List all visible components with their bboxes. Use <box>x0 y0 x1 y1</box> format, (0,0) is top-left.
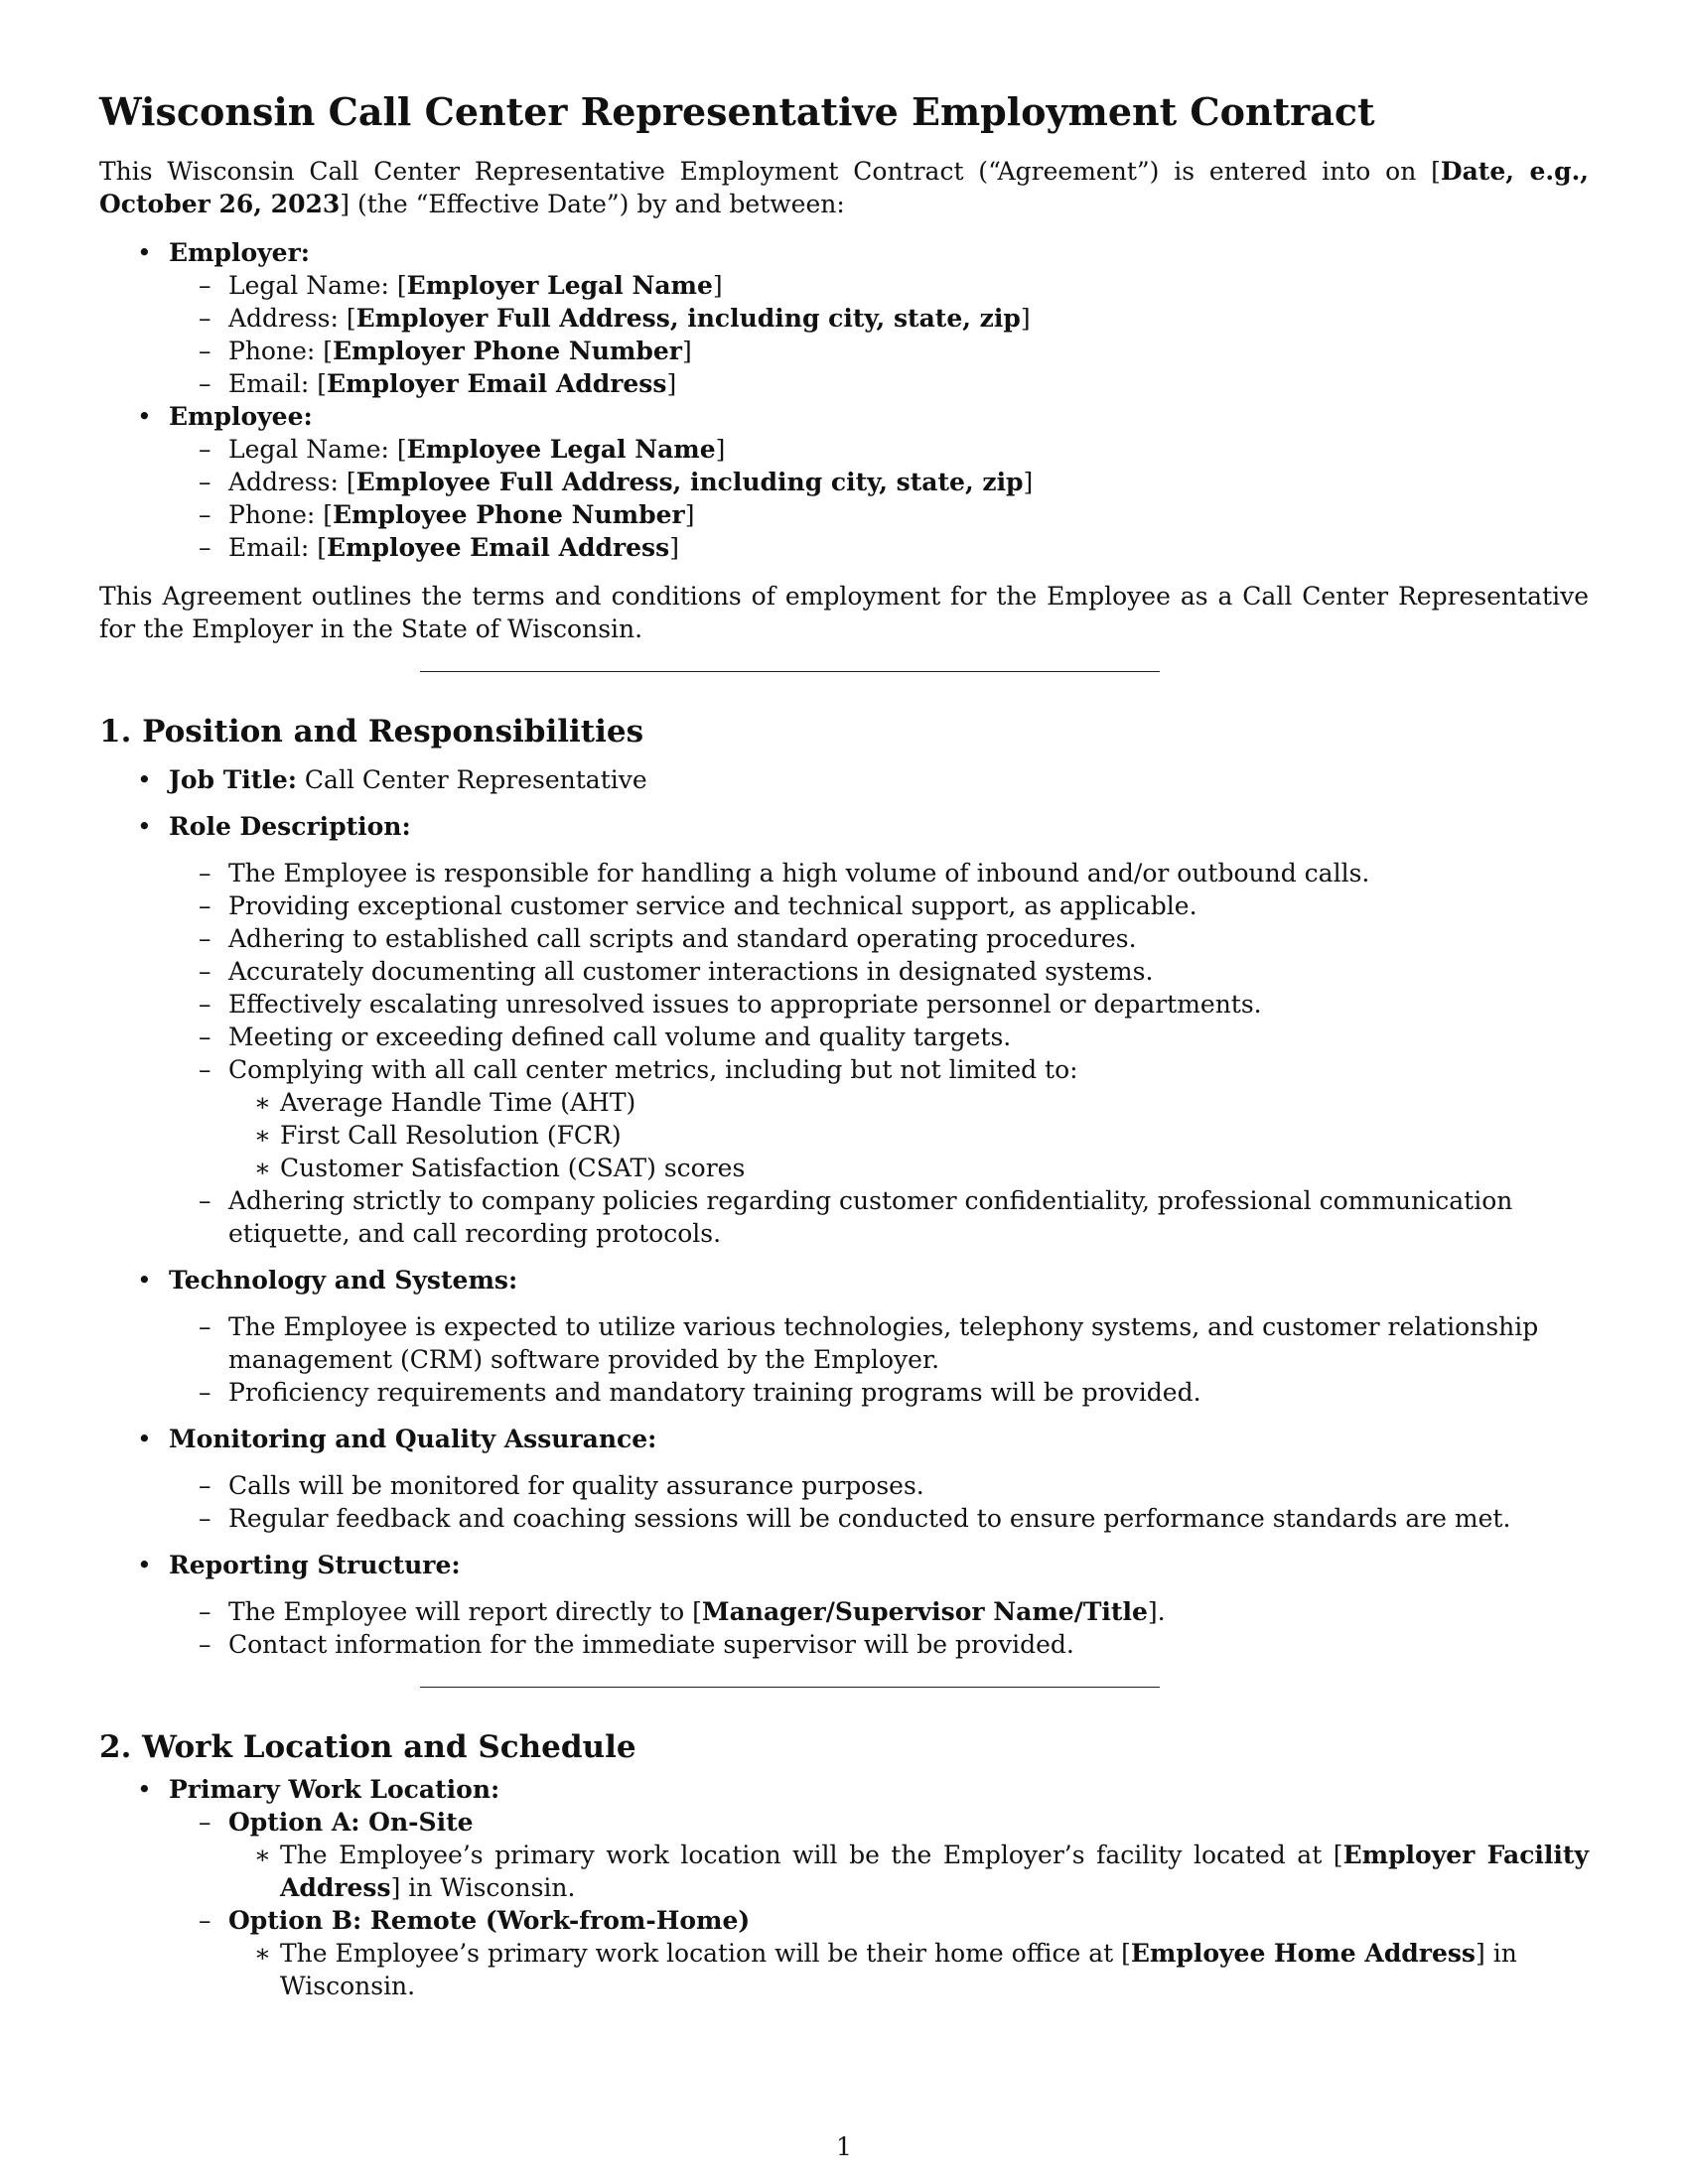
reporting-items <box>169 1595 1589 1661</box>
field-placeholder: Employee Legal Name <box>406 435 716 464</box>
party-label: Employee: <box>169 402 313 431</box>
party-field <box>169 302 1589 335</box>
party-field <box>169 433 1589 466</box>
party-label: Employer: <box>169 238 310 267</box>
field-placeholder: Employee Full Address, including city, state, zip <box>355 468 1024 496</box>
field-label: Phone: [ <box>228 500 333 529</box>
field-label: Email: [ <box>228 369 327 398</box>
reporting-detail <box>169 1595 1589 1628</box>
option-b-detail <box>228 1937 1589 2002</box>
technology-detail: – The Employee is expected to utilize various technologies, telephony systems, and customer relationship management (CRM) software provided by the Employer. <box>169 1310 1589 1376</box>
technology-items <box>169 1310 1589 1409</box>
monitoring-items <box>169 1469 1589 1535</box>
metrics-list <box>228 1086 1589 1184</box>
role-item: – Effectively escalating unresolved issues to appropriate personnel or departments. <box>169 988 1589 1021</box>
page-number: 1 <box>836 2132 852 2161</box>
field-placeholder: Employer Phone Number <box>333 337 682 365</box>
option-a-details <box>228 1839 1589 1904</box>
reporting-label: Reporting Structure: <box>169 1551 461 1579</box>
field-label: Address: [ <box>228 468 356 496</box>
party-fields <box>169 269 1589 400</box>
effective-date-placeholder: Date, e.g., October 26, 2023 <box>99 157 1589 218</box>
option-a-detail <box>228 1839 1589 1904</box>
document-page <box>99 87 1589 2002</box>
role-item: – Accurately documenting all customer interactions in designated systems. <box>169 955 1589 988</box>
party-field <box>169 531 1589 564</box>
party-fields <box>169 433 1589 564</box>
monitoring-detail: – Regular feedback and coaching sessions will be conducted to ensure performance standards are met. <box>169 1502 1589 1535</box>
role-description-item <box>99 810 1589 1250</box>
work-location-item <box>99 1773 1589 2002</box>
section-2-heading: 2. Work Location and Schedule <box>99 1729 636 1765</box>
job-title-label: Job Title: <box>169 765 297 794</box>
option-b-details <box>228 1937 1589 2002</box>
field-label: Legal Name: [ <box>228 271 407 300</box>
section-divider <box>420 671 1160 672</box>
field-bracket: ] <box>715 435 726 464</box>
option-b-suffix: ] in Wisconsin. <box>280 1939 1517 2000</box>
field-placeholder: Employee Phone Number <box>333 500 685 529</box>
option-a-text: The Employee’s primary work location will be the Employer’s facility located at [ <box>280 1841 1343 1869</box>
field-bracket: ] <box>1020 304 1031 333</box>
party-field <box>169 335 1589 367</box>
role-item: – Adhering to established call scripts and standard operating procedures. <box>169 922 1589 955</box>
option-b <box>169 1904 1589 2002</box>
job-title-item <box>99 763 1589 796</box>
role-description-label: Role Description: <box>169 812 411 841</box>
document-title: Wisconsin Call Center Representative Employment Contract <box>99 89 1375 134</box>
option-a <box>169 1806 1589 1904</box>
reporting-text: The Employee will report directly to [ <box>228 1597 702 1626</box>
work-location-options <box>169 1806 1589 2002</box>
field-placeholder: Employer Email Address <box>326 369 667 398</box>
technology-item <box>99 1264 1589 1409</box>
field-label: Email: [ <box>228 533 327 562</box>
option-a-suffix: ] in Wisconsin. <box>390 1873 576 1902</box>
party-employee <box>99 400 1589 564</box>
field-bracket: ] <box>684 500 695 529</box>
section-divider <box>420 1687 1160 1688</box>
outline-paragraph: This Agreement outlines the terms and conditions of employment for the Employee as a Call Center Representative for the Employer in the State of Wisconsin. <box>99 582 1589 643</box>
field-bracket: ] <box>1023 468 1034 496</box>
party-field <box>169 498 1589 531</box>
option-b-label: Option B: Remote (Work-from-Home) <box>228 1906 751 1935</box>
parties-list <box>99 236 1589 564</box>
party-field <box>169 466 1589 498</box>
monitoring-label: Monitoring and Quality Assurance: <box>169 1425 657 1453</box>
section-1-list <box>99 763 1589 1661</box>
role-item: – Adhering strictly to company policies regarding customer confidentiality, professional communication etiquette, and call recording protocols. <box>169 1184 1589 1250</box>
reporting-detail: – Contact information for the immediate supervisor will be provided. <box>169 1628 1589 1661</box>
party-field <box>169 367 1589 400</box>
field-placeholder: Employer Full Address, including city, state, zip <box>355 304 1021 333</box>
monitoring-detail: – Calls will be monitored for quality assurance purposes. <box>169 1469 1589 1502</box>
facility-address-placeholder: Employer Facility Address <box>280 1841 1589 1902</box>
metric-item: ∗ Customer Satisfaction (CSAT) scores <box>228 1152 1589 1184</box>
field-bracket: ] <box>681 337 692 365</box>
section-2-list <box>99 1773 1589 2002</box>
role-item: – The Employee is responsible for handling a high volume of inbound and/or outbound calls. <box>169 857 1589 889</box>
field-placeholder: Employer Legal Name <box>406 271 713 300</box>
field-bracket: ] <box>666 369 677 398</box>
reporting-bracket: ]. <box>1147 1597 1166 1626</box>
intro-text-before: This Wisconsin Call Center Representative Employment Contract (“Agreement”) is entered into on [ <box>99 157 1441 186</box>
role-item: – Providing exceptional customer service and technical support, as applicable. <box>169 889 1589 922</box>
home-address-placeholder: Employee Home Address <box>1130 1939 1477 1968</box>
intro-text-after: ] (the “Effective Date”) by and between: <box>340 190 845 218</box>
role-items <box>169 857 1589 1250</box>
field-label: Legal Name: [ <box>228 435 407 464</box>
technology-detail: – Proficiency requirements and mandatory training programs will be provided. <box>169 1376 1589 1409</box>
role-item: – Meeting or exceeding defined call volume and quality targets. <box>169 1021 1589 1053</box>
metrics-intro: Complying with all call center metrics, including but not limited to: <box>228 1055 1078 1084</box>
field-placeholder: Employee Email Address <box>326 533 670 562</box>
job-title-value: Call Center Representative <box>296 765 647 794</box>
field-bracket: ] <box>712 271 723 300</box>
technology-label: Technology and Systems: <box>169 1266 518 1295</box>
field-bracket: ] <box>669 533 679 562</box>
option-b-text: The Employee’s primary work location will be their home office at [ <box>280 1939 1131 1968</box>
role-item-metrics <box>169 1053 1589 1184</box>
option-a-label: Option A: On-Site <box>228 1808 474 1837</box>
metric-item: ∗ Average Handle Time (AHT) <box>228 1086 1589 1119</box>
party-field <box>169 269 1589 302</box>
metric-item: ∗ First Call Resolution (FCR) <box>228 1119 1589 1152</box>
reporting-item <box>99 1549 1589 1661</box>
section-1-heading: 1. Position and Responsibilities <box>99 714 644 750</box>
manager-placeholder: Manager/Supervisor Name/Title <box>701 1597 1148 1626</box>
party-employer <box>99 236 1589 400</box>
field-label: Address: [ <box>228 304 356 333</box>
work-location-label: Primary Work Location: <box>169 1775 500 1804</box>
field-label: Phone: [ <box>228 337 333 365</box>
intro-paragraph <box>99 155 1589 220</box>
monitoring-item <box>99 1423 1589 1535</box>
